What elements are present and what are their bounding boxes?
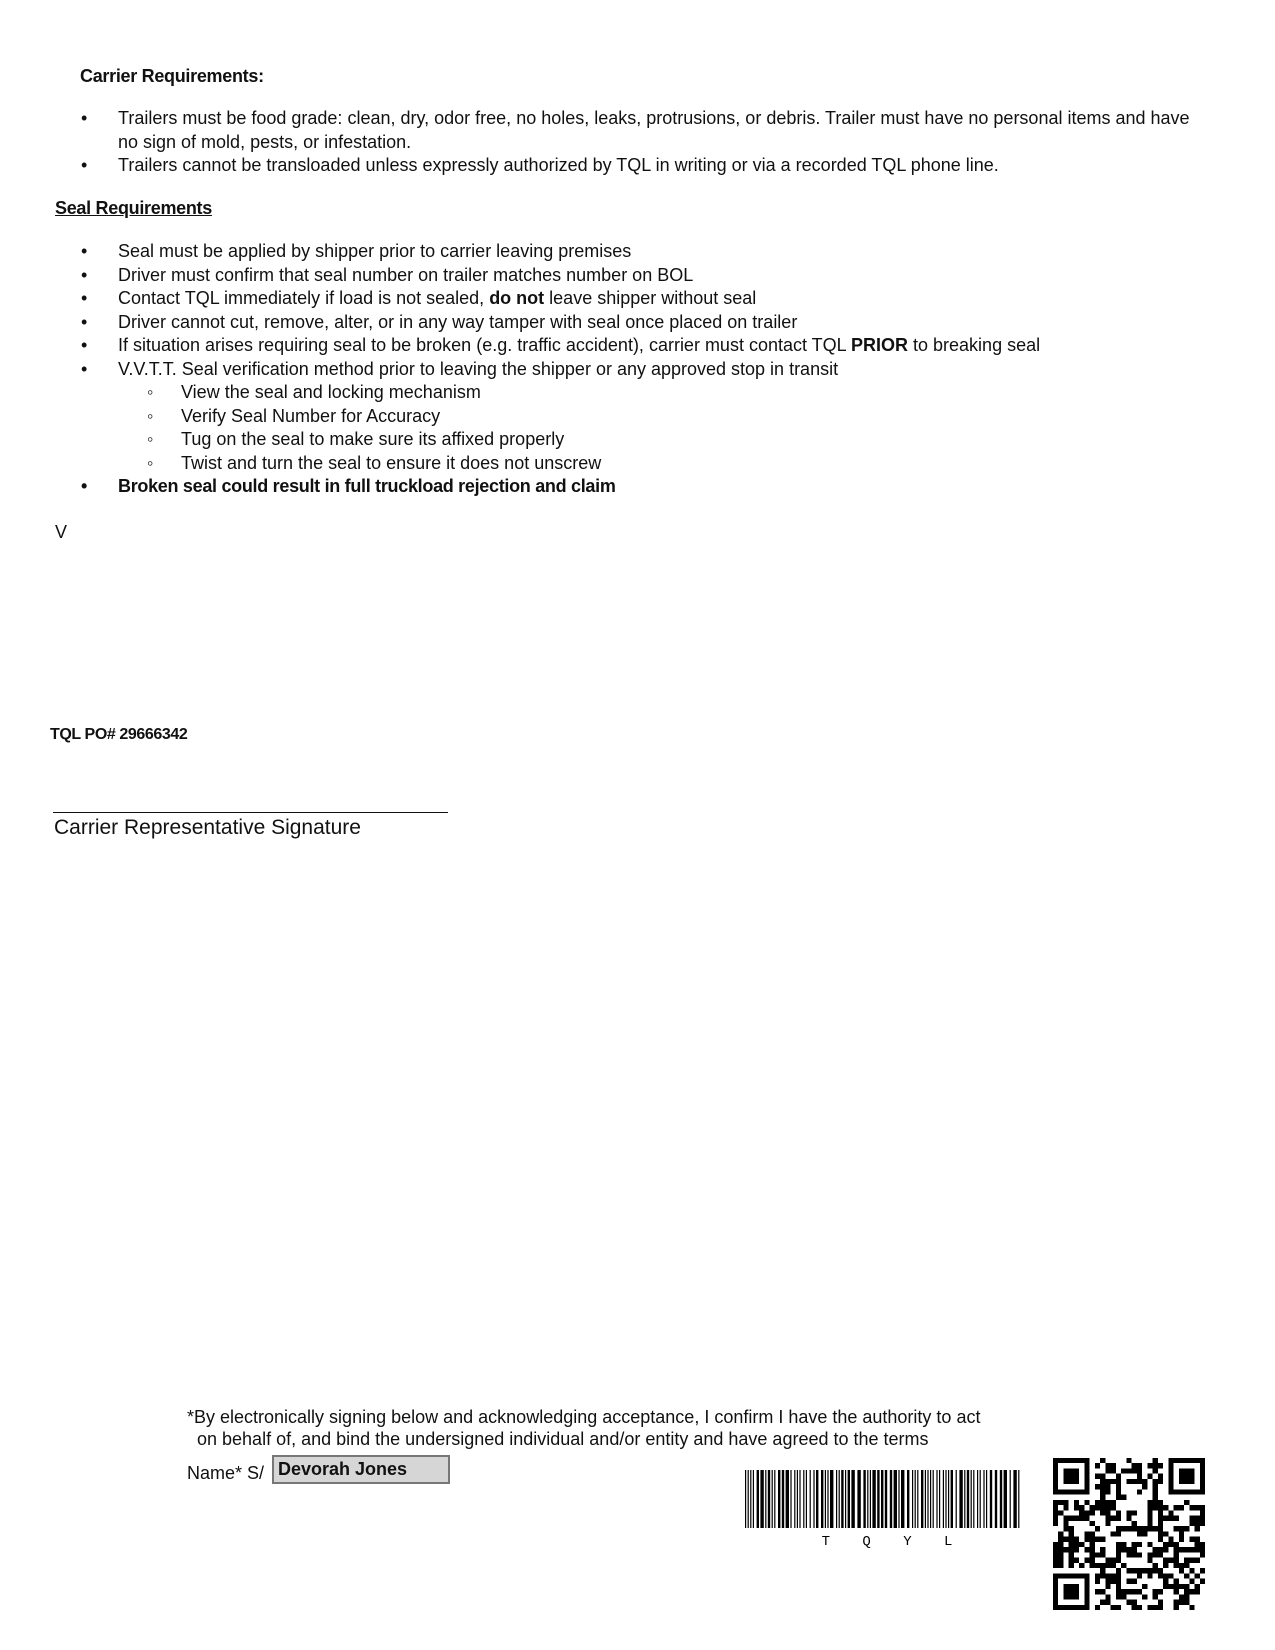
name-signature-field[interactable]: Devorah Jones bbox=[272, 1455, 450, 1484]
emphasis-do-not: do not bbox=[489, 288, 545, 308]
list-item: • Driver cannot cut, remove, alter, or in any way tamper with seal once placed on trailer bbox=[81, 311, 1191, 335]
text-segment: If situation arises requiring seal to be broken (e.g. traffic accident), carrier must contact TQL bbox=[118, 335, 851, 355]
emphasis-prior: PRIOR bbox=[851, 335, 909, 355]
vvtt-text: V.V.T.T. Seal verification method prior to leaving the shipper or any approved stop in transit bbox=[118, 358, 839, 379]
qr-code-icon bbox=[1053, 1458, 1205, 1610]
text-segment: to breaking seal bbox=[908, 335, 1041, 355]
acknowledgement-line: on behalf of, and bind the undersigned individual and/or entity and have agreed to the terms bbox=[197, 1429, 929, 1449]
sublist-item: ◦ Twist and turn the seal to ensure it does not unscrew bbox=[118, 452, 1191, 476]
po-number: TQL PO# 29666342 bbox=[50, 726, 188, 743]
list-item-broken-seal bbox=[81, 334, 1191, 358]
text-segment: leave shipper without seal bbox=[544, 288, 757, 308]
list-item: • Driver must confirm that seal number on trailer matches number on BOL bbox=[81, 264, 1191, 288]
seal-requirements-heading: Seal Requirements bbox=[55, 198, 212, 218]
list-item-contact-tql bbox=[81, 287, 1191, 311]
sublist-item: ◦ View the seal and locking mechanism bbox=[118, 381, 1191, 405]
carrier-requirements-list bbox=[81, 107, 1191, 178]
text-segment: Contact TQL immediately if load is not sealed, bbox=[118, 288, 490, 308]
signature-line bbox=[53, 812, 448, 813]
barcode-icon bbox=[745, 1470, 1025, 1550]
carrier-requirements-heading: Carrier Requirements: bbox=[80, 66, 264, 86]
acknowledgement-text bbox=[187, 1406, 980, 1450]
list-item: • Trailers must be food grade: clean, dry, odor free, no holes, leaks, protrusions, or debris. Trailer must have no personal items and have no sign of mold, pests, or infestation. bbox=[81, 107, 1191, 154]
list-item-vvtt bbox=[81, 358, 1191, 476]
sublist-item: ◦ Tug on the seal to make sure its affixed properly bbox=[118, 428, 1191, 452]
vvtt-sublist bbox=[118, 381, 1191, 475]
barcode-caption: T Q Y L bbox=[821, 1534, 965, 1550]
list-item-warning: • Broken seal could result in full truckload rejection and claim bbox=[81, 475, 1191, 499]
seal-requirements-list bbox=[81, 240, 1191, 499]
name-label: Name* S/ bbox=[187, 1463, 265, 1483]
list-item: • Seal must be applied by shipper prior to carrier leaving premises bbox=[81, 240, 1191, 264]
list-item: • Trailers cannot be transloaded unless expressly authorized by TQL in writing or via a recorded TQL phone line. bbox=[81, 154, 1191, 178]
acknowledgement-line: *By electronically signing below and acknowledging acceptance, I confirm I have the authority to act bbox=[187, 1407, 981, 1427]
signature-label: Carrier Representative Signature bbox=[54, 816, 361, 839]
stray-mark: V bbox=[55, 522, 68, 542]
sublist-item: ◦ Verify Seal Number for Accuracy bbox=[118, 405, 1191, 429]
